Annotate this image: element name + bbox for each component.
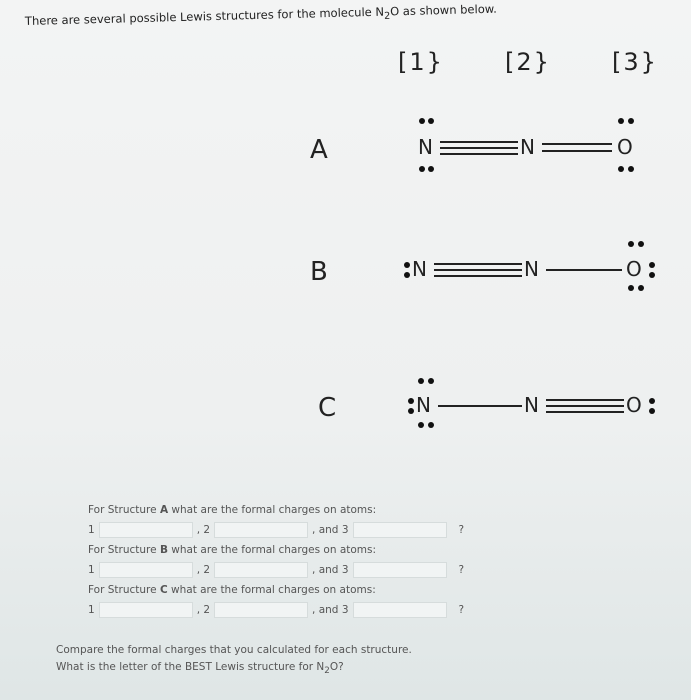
prompt-c: For Structure C what are the formal charges on atoms:: [88, 584, 376, 596]
b-atom3-input[interactable]: [353, 562, 447, 578]
compare-question: Compare the formal charges that you calculated for each structure. What is the letter of the BEST Lewis structure for $N_2O$?: [56, 644, 412, 677]
atom-b3: O: [626, 257, 642, 281]
atom-a2: N: [520, 135, 535, 159]
atom-label-3: [3}: [612, 48, 658, 76]
help-icon[interactable]: ?: [458, 564, 465, 576]
help-icon[interactable]: ?: [458, 524, 465, 536]
atom-label-2: [2}: [505, 48, 551, 76]
prompt-b: For Structure B what are the formal charges on atoms:: [88, 544, 377, 556]
atom-a1: N: [418, 135, 433, 159]
c-atom2-input[interactable]: [214, 602, 308, 618]
structure-c-letter: C: [318, 393, 337, 423]
atom-c1: N: [416, 393, 431, 417]
atom-c3: O: [626, 393, 642, 417]
c-atom3-input[interactable]: [353, 602, 447, 618]
prompt-a: For Structure A what are the formal charges on atoms:: [88, 504, 377, 516]
structure-b-letter: B: [310, 257, 328, 287]
a-atom3-input[interactable]: [353, 522, 447, 538]
b-atom2-input[interactable]: [214, 562, 308, 578]
structure-a-letter: A: [310, 135, 328, 165]
c-atom1-input[interactable]: [99, 602, 193, 618]
atom-label-1: [1}: [398, 48, 444, 76]
atom-a3: O: [617, 135, 633, 159]
atom-c2: N: [524, 393, 539, 417]
question-title: There are several possible Lewis structures for the molecule $N_2O$ as shown below.: [24, 1, 497, 28]
a-atom1-input[interactable]: [99, 522, 193, 538]
formal-charge-form: For Structure A what are the formal charges on atoms: 1 , 2 , and 3 ? For Structure B what are the formal charges on atoms: 1 , 2 , and 3 ? For Structure C what are the formal charges on atoms: 1 , 2 , and 3 ?: [88, 500, 464, 620]
a-atom2-input[interactable]: [214, 522, 308, 538]
atom-b1: N: [412, 257, 427, 281]
atom-b2: N: [524, 257, 539, 281]
b-atom1-input[interactable]: [99, 562, 193, 578]
help-icon[interactable]: ?: [458, 604, 465, 616]
